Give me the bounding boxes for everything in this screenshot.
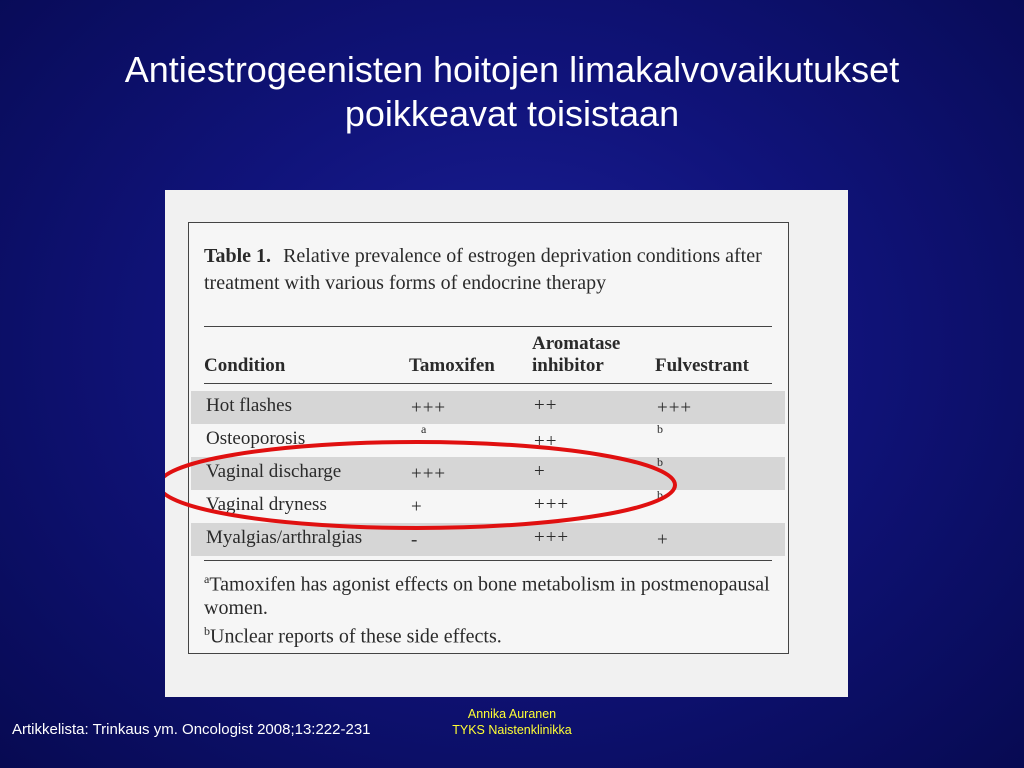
slide-title-line-2: poikkeavat toisistaan: [344, 93, 680, 134]
cell-aromatase-inhibitor: +++: [534, 494, 570, 515]
header-aromatase-inhibitor: [532, 333, 620, 377]
footnote-a-mark: a: [204, 572, 210, 586]
article-reference: Artikkelista: Trinkaus ym. Oncologist 2008;13:222-231: [12, 721, 371, 738]
cell-tamoxifen: [411, 527, 418, 551]
cell-aromatase-inhibitor: +: [534, 461, 546, 482]
cell-condition: Myalgias/arthralgias: [206, 527, 363, 548]
table-bottom-rule: [204, 560, 772, 561]
cell-fulvestrant-note: b: [657, 422, 663, 436]
cell-fulvestrant: [657, 455, 663, 479]
author-credit: [432, 706, 592, 738]
cell-tamoxifen: [421, 422, 426, 446]
cell-tamoxifen-note: a: [421, 422, 427, 436]
cell-tamoxifen: [411, 461, 446, 485]
cell-aromatase-inhibitor: ++: [534, 395, 558, 416]
table-caption: [204, 243, 774, 297]
author-name: Annika Auranen: [467, 707, 557, 721]
header-fulvestrant: Fulvestrant: [655, 355, 749, 376]
cell-tamoxifen: [411, 494, 423, 518]
header-tamoxifen: Tamoxifen: [409, 355, 495, 376]
header-bottom-rule: [204, 383, 772, 384]
slide-title: [40, 48, 984, 136]
cell-condition: Vaginal discharge: [206, 461, 342, 482]
cell-tamoxifen-value: -: [411, 529, 419, 551]
table-label: Table 1.: [204, 245, 272, 267]
header-ai-line-1: Aromatase: [532, 333, 621, 354]
footnote-a-text: Tamoxifen has agonist effects on bone metabolism in postmenopausal women.: [204, 573, 770, 619]
cell-tamoxifen: [411, 395, 446, 419]
cell-aromatase-inhibitor: ++: [534, 431, 558, 452]
cell-fulvestrant-note: b: [657, 455, 663, 469]
table-footnotes: [204, 568, 774, 648]
table-row: [191, 424, 785, 457]
footnote-a: [204, 568, 774, 620]
cell-condition: Hot flashes: [206, 395, 293, 416]
cell-condition: Vaginal dryness: [206, 494, 327, 515]
table-row: [191, 523, 785, 556]
header-top-rule: [204, 326, 772, 327]
cell-fulvestrant-value: +++: [657, 397, 693, 419]
cell-aromatase-inhibitor: +++: [534, 527, 570, 548]
header-condition: Condition: [204, 355, 286, 376]
cell-tamoxifen-value: +++: [411, 397, 447, 419]
cell-fulvestrant-value: +: [657, 529, 669, 551]
table-1: [188, 222, 789, 654]
table-row: [191, 490, 785, 523]
footnote-b-text: Unclear reports of these side effects.: [210, 625, 502, 648]
footnote-b: [204, 620, 774, 649]
cell-tamoxifen-value: +++: [411, 463, 447, 485]
cell-fulvestrant-note: b: [657, 488, 663, 502]
footnote-b-mark: b: [204, 623, 210, 638]
table-row: [191, 457, 785, 490]
header-ai-line-2: inhibitor: [532, 355, 604, 376]
scanned-table-image: [165, 190, 848, 697]
cell-fulvestrant: [657, 422, 663, 446]
cell-condition: Osteoporosis: [206, 428, 306, 449]
cell-fulvestrant: [657, 488, 663, 512]
cell-fulvestrant: [657, 395, 692, 419]
table-caption-text: Relative prevalence of estrogen deprivation conditions after treatment with various forms of endocrine therapy: [204, 245, 762, 294]
cell-tamoxifen-value: +: [411, 496, 423, 518]
table-row: [191, 391, 785, 424]
slide-title-line-1: Antiestrogeenisten hoitojen limakalvovaikutukset: [124, 49, 900, 90]
cell-fulvestrant: [657, 527, 669, 551]
author-affiliation: TYKS Naistenklinikka: [452, 723, 572, 737]
